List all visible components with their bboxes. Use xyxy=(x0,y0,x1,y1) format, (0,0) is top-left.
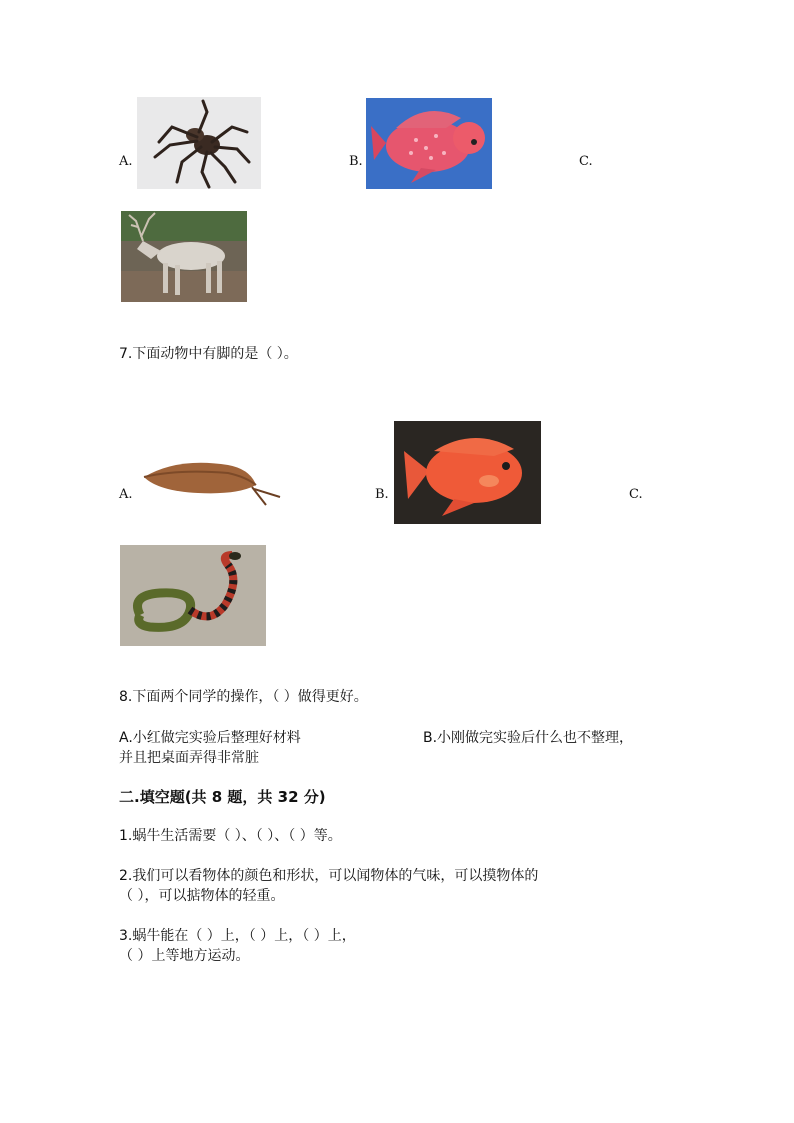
deer-photo-icon xyxy=(121,211,247,302)
q8-option-a: A.小红做完实验后整理好材料 xyxy=(119,730,301,746)
fill-question-3-line-2: （ ）上等地方运动。 xyxy=(119,948,250,964)
slug-photo-icon xyxy=(138,449,284,513)
snake-photo-icon xyxy=(120,545,266,646)
q7-option-a-label: A. xyxy=(119,487,133,502)
slug-image xyxy=(138,449,284,513)
q6-option-c-label: C. xyxy=(579,154,593,169)
red-parrot-fish-photo-icon xyxy=(394,421,541,524)
red-parrot-fish-image xyxy=(394,421,541,524)
spider-image xyxy=(137,97,261,189)
red-fish-image xyxy=(366,98,492,189)
q8-option-b: B.小刚做完实验后什么也不整理， xyxy=(423,730,634,746)
q8-option-b-continued: 并且把桌面弄得非常脏 xyxy=(119,750,259,766)
q6-option-b-label: B. xyxy=(349,154,363,169)
q6-option-a-label: A. xyxy=(119,154,133,169)
deer-image xyxy=(121,211,247,302)
section-title: 二.填空题(共 8 题，共 32 分) xyxy=(119,788,326,806)
fill-question-2-line-1: 2.我们可以看物体的颜色和形状，可以闻物体的气味，可以摸物体的 xyxy=(119,868,539,884)
q7-option-b-label: B. xyxy=(375,487,389,502)
fill-question-2-line-2: （ ），可以掂物体的轻重。 xyxy=(119,888,285,904)
q7-option-c-label: C. xyxy=(629,487,643,502)
snake-image xyxy=(120,545,266,646)
spider-photo-icon xyxy=(137,97,261,189)
fill-question-1: 1.蜗牛生活需要（ ）、（ ）、（ ）等。 xyxy=(119,828,342,844)
q8-question: 8.下面两个同学的操作，（ ）做得更好。 xyxy=(119,689,368,705)
fill-question-3-line-1: 3.蜗牛能在（ ）上，（ ）上，（ ）上， xyxy=(119,928,356,944)
q7-question: 7.下面动物中有脚的是（ ）。 xyxy=(119,346,298,362)
red-fish-photo-icon xyxy=(366,98,492,189)
